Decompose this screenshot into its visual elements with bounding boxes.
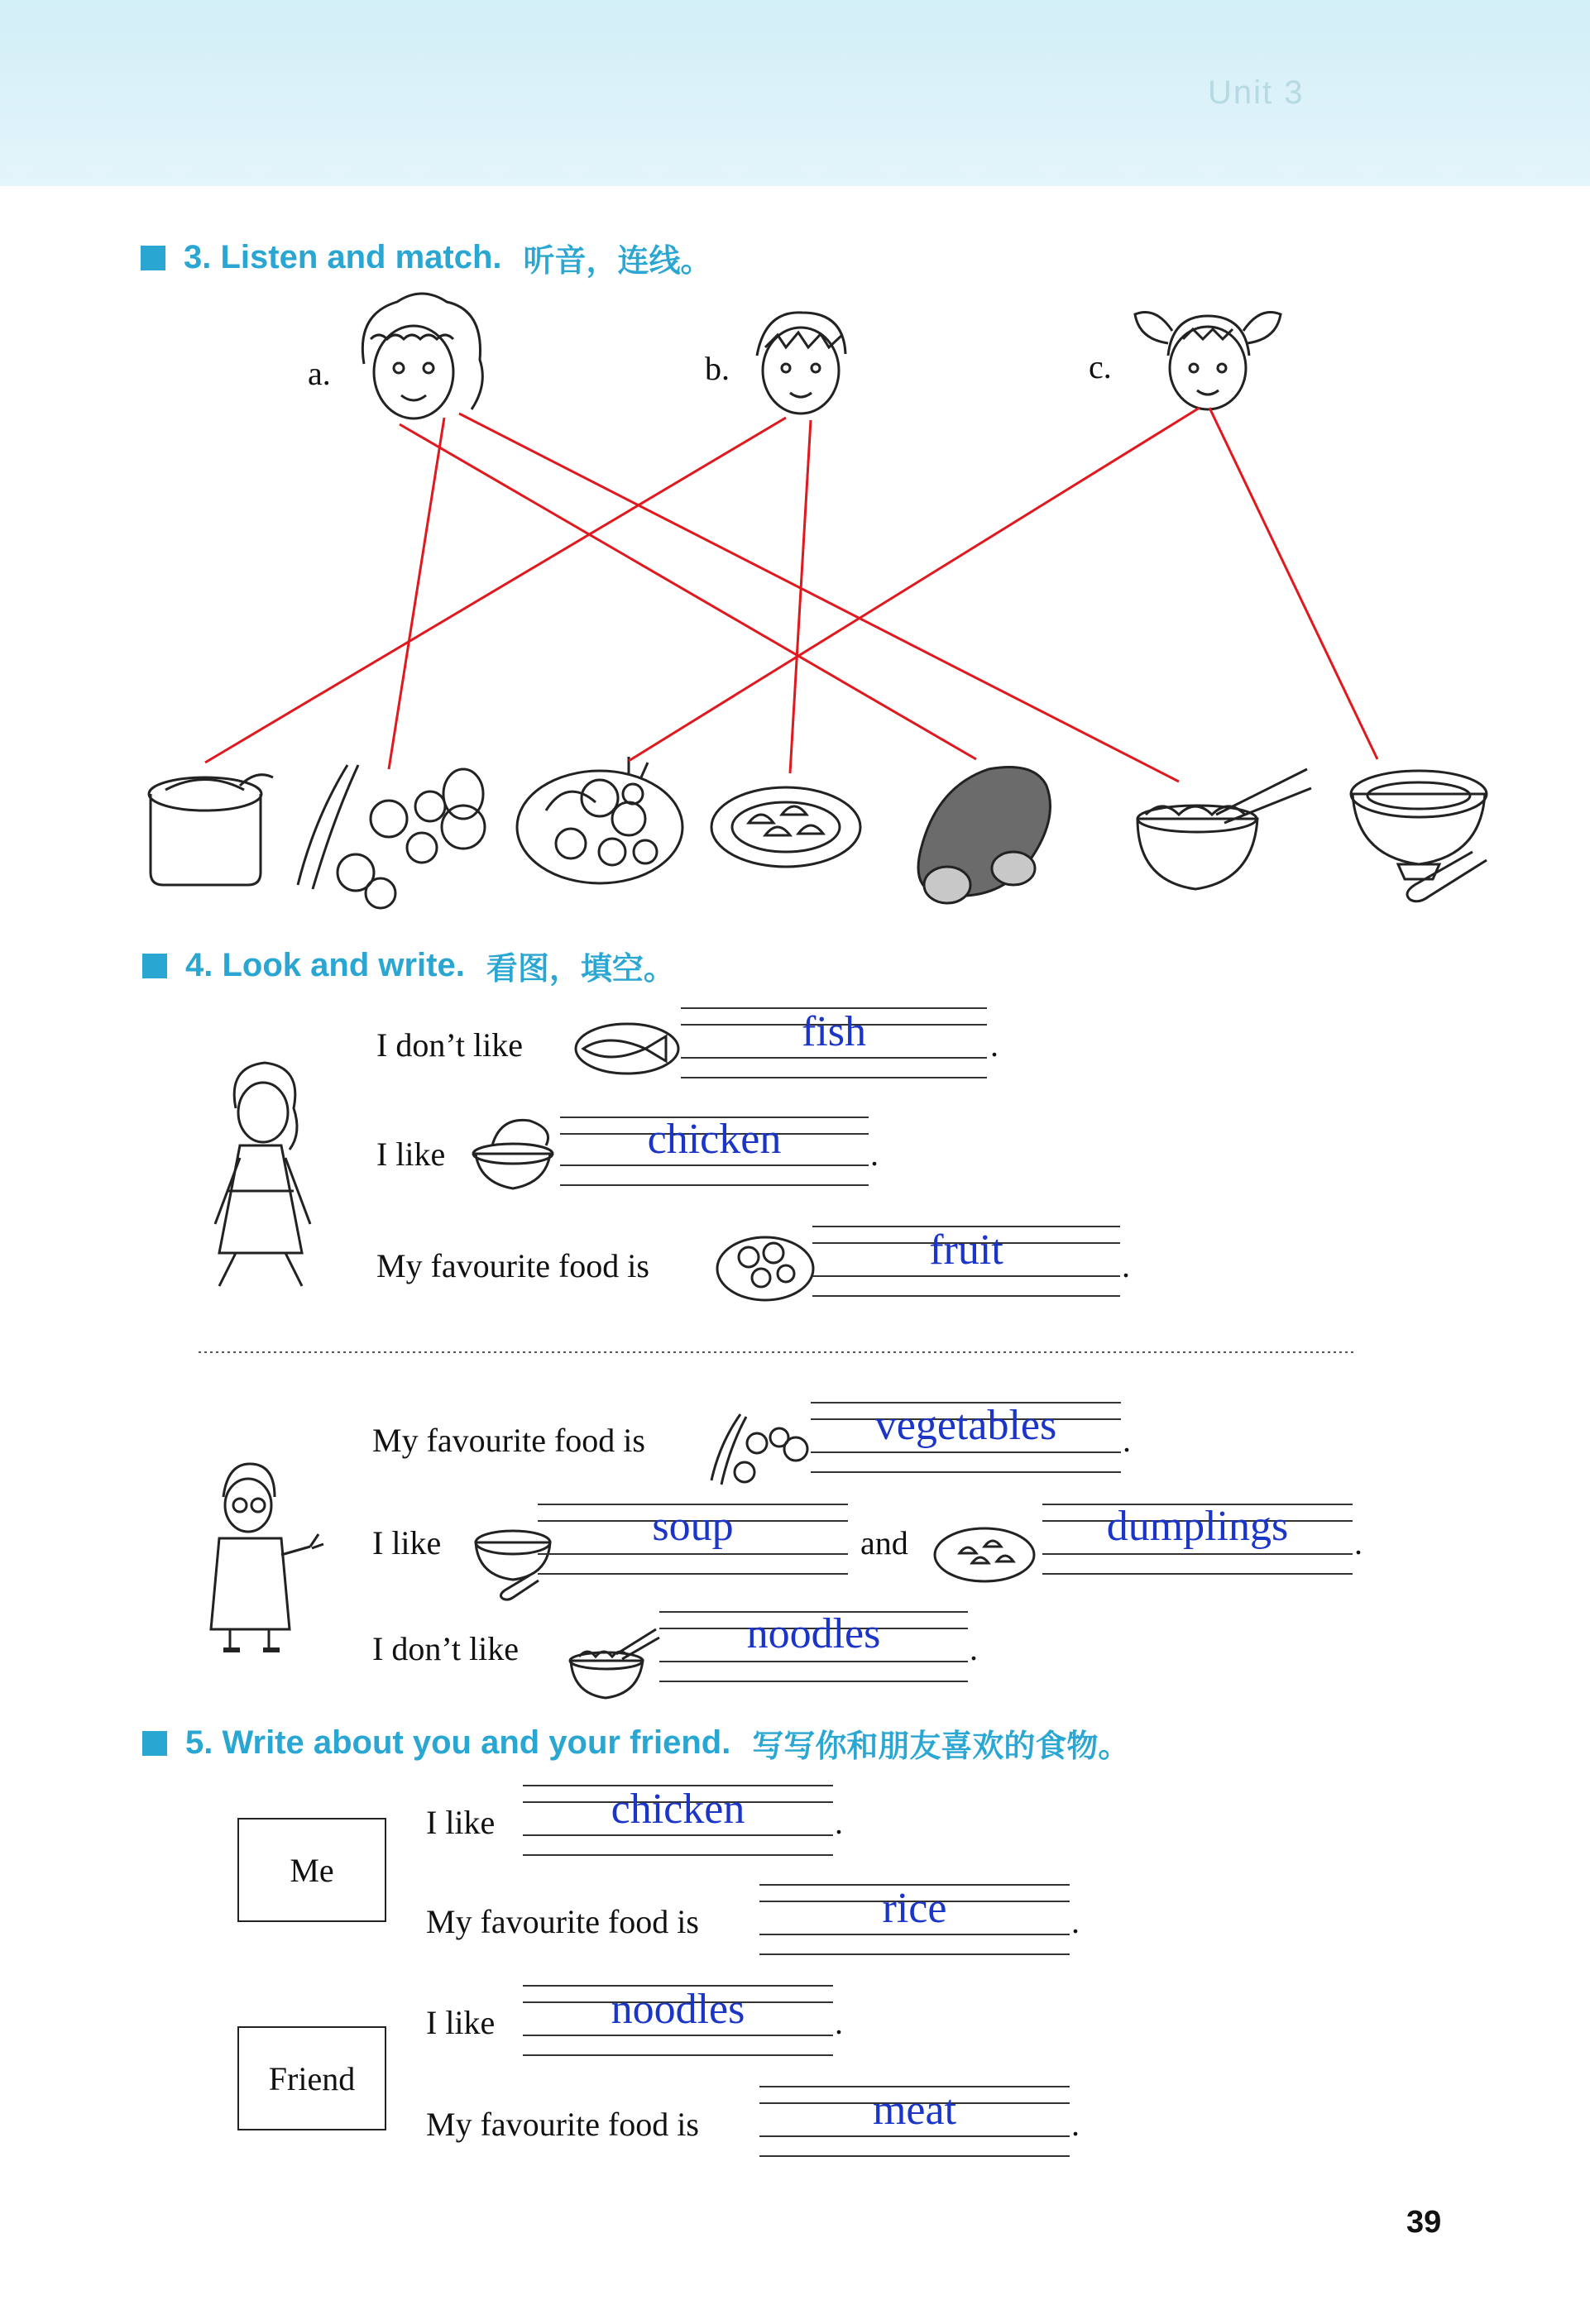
period: . [1071,1903,1080,1940]
writing-guide-line [681,1057,987,1059]
boy-line2-answer[interactable]: soup [652,1503,734,1550]
writing-guide-line [759,2135,1070,2137]
section3-title-cn: 听音，连线。 [523,241,712,279]
section4-title-cn: 看图，填空。 [486,949,675,987]
writing-guide-line [759,1953,1070,1955]
writing-guide-line [659,1681,968,1682]
dumplings-small-icon [935,1528,1034,1581]
writing-guide-line [523,1834,833,1836]
friend-box: Friend [237,2026,386,2130]
writing-guide-line [759,2155,1070,2157]
girl-line2-prefix: I like [376,1136,446,1173]
friend-like-answer[interactable]: noodles [611,1986,745,2033]
period: . [835,2004,843,2041]
writing-guide-line [538,1553,848,1555]
writing-guide-line [560,1184,869,1186]
child-c-face-icon [1135,313,1281,410]
writing-guide-line [659,1661,968,1662]
girl-line1-answer[interactable]: fish [802,1008,866,1055]
section5-title [142,1720,1129,1766]
vegetables-small-icon [711,1414,807,1485]
writing-guide-line [538,1573,848,1575]
writing-guide-line [1042,1573,1353,1575]
child-label-a: a. [308,355,331,392]
food-dumplings-icon [711,787,860,867]
period: . [1354,1524,1363,1561]
boy-line2-answer-b[interactable]: dumplings [1106,1503,1289,1550]
me-box: Me [237,1818,386,1922]
child-b-face-icon [757,313,845,414]
writing-guide-line [523,1854,833,1856]
period: . [1123,1422,1131,1459]
boy-figure-icon [211,1464,323,1650]
girl-line3-answer[interactable]: fruit [929,1227,1003,1274]
boy-line3-answer[interactable]: noodles [746,1610,881,1657]
match-lines [205,408,1377,782]
fruit-plate-icon [717,1237,813,1300]
section-square-icon [142,1731,167,1756]
friend-fav-prefix: My favourite food is [426,2106,699,2143]
period: . [1122,1247,1130,1284]
section-square-icon [142,954,167,978]
chicken-plate-icon [473,1120,553,1188]
period: . [990,1026,999,1064]
section3-title-text: 3. Listen and match. [184,239,502,275]
writing-guide-line [681,1077,987,1078]
friend-fav-answer[interactable]: meat [872,2087,957,2134]
writing-guide-line [1042,1553,1353,1555]
page-number: 39 [1406,2205,1442,2240]
fish-plate-icon [576,1024,678,1074]
writing-guide-line [811,1471,1121,1473]
writing-guide-line [560,1164,869,1166]
me-like-answer[interactable]: chicken [611,1786,745,1833]
child-a-face-icon [362,294,482,418]
food-noodles-icon [1137,769,1311,889]
food-soup-icon [1351,771,1487,901]
section4-title [142,943,675,988]
boy-line3-prefix: I don’t like [372,1630,520,1667]
me-like-prefix: I like [426,1804,496,1841]
food-meat-icon [918,767,1051,904]
child-label-c: c. [1089,348,1112,385]
me-fav-answer[interactable]: rice [882,1885,947,1932]
section5-title-cn: 写写你和朋友喜欢的食物。 [752,1727,1130,1764]
me-fav-prefix: My favourite food is [426,1903,699,1940]
boy-line1-answer[interactable]: vegetables [874,1402,1057,1449]
girl-line2-answer[interactable]: chicken [647,1116,782,1163]
child-label-b: b. [705,350,730,387]
girl-figure-icon [215,1063,310,1286]
boy-line2-connector: and [860,1524,908,1561]
food-vegetables-icon [298,765,485,908]
girl-line1-prefix: I don’t like [376,1026,524,1064]
writing-guide-line [812,1275,1120,1277]
period: . [870,1136,879,1173]
writing-guide-line [523,2035,833,2036]
girl-line3-prefix: My favourite food is [376,1247,649,1284]
section5-title-text: 5. Write about you and your friend. [185,1724,731,1761]
section4-title-text: 4. Look and write. [185,947,465,983]
writing-guide-line [811,1451,1121,1453]
boy-line1-prefix: My favourite food is [372,1422,645,1459]
writing-guide-line [812,1295,1120,1297]
food-rice-icon [149,775,273,885]
period: . [835,1804,843,1841]
period: . [1071,2106,1080,2143]
writing-guide-line [523,2054,833,2056]
unit-tag-watermark: Unit 3 [1208,74,1305,111]
noodles-small-icon [570,1629,659,1698]
period: . [970,1630,978,1667]
friend-like-prefix: I like [426,2004,496,2041]
food-fruit-icon [517,757,682,883]
writing-guide-line [759,1934,1070,1935]
boy-line2-prefix: I like [372,1524,442,1561]
